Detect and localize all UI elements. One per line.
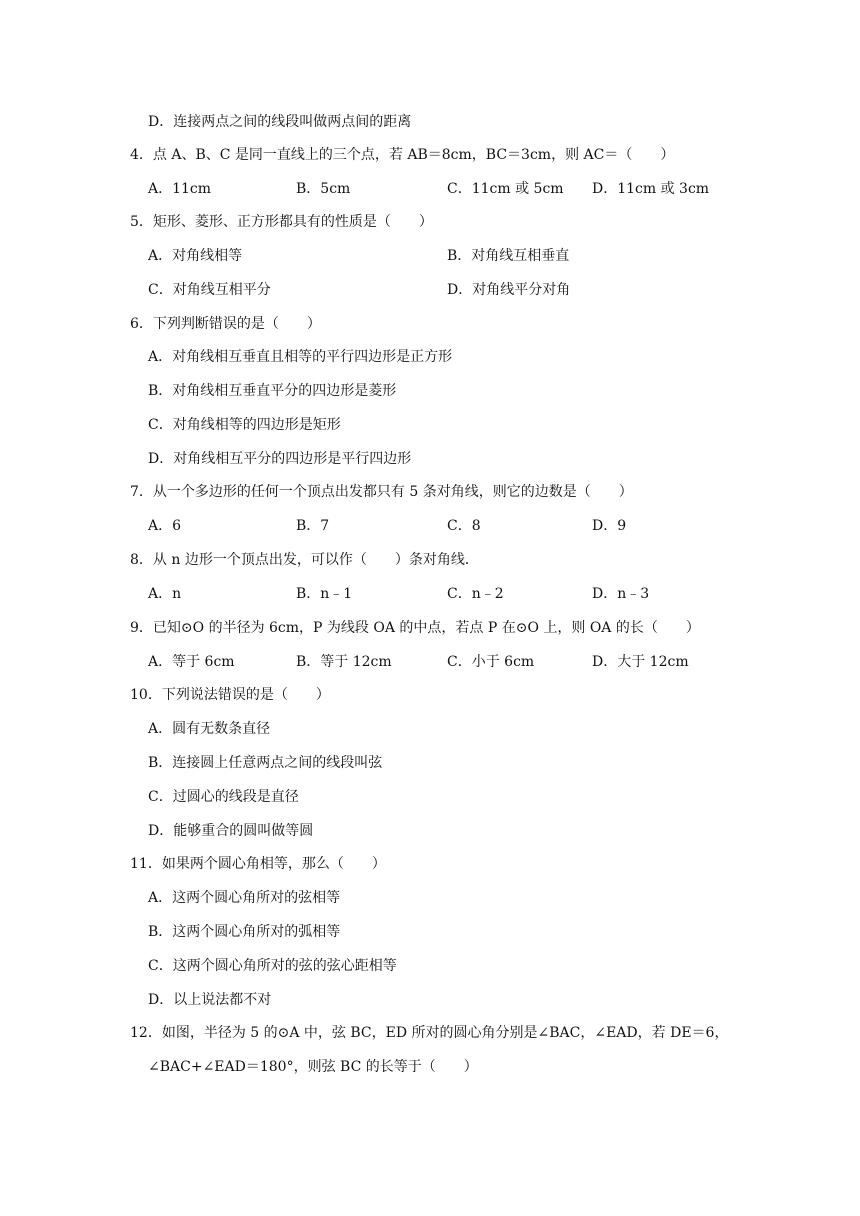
- q10-option-c: C．过圆心的线段是直径: [148, 789, 299, 805]
- q9-stem: 9．已知⊙O 的半径为 6cm，P 为线段 OA 的中点，若点 P 在⊙O 上，则 OA 的长（ ）: [130, 620, 700, 636]
- q3-option-d: D．连接两点之间的线段叫做两点间的距离: [148, 114, 412, 130]
- q7-stem: 7．从一个多边形的任何一个顶点出发都只有 5 条对角线，则它的边数是（ ）: [130, 484, 633, 500]
- q11-option-c: C．这两个圆心角所对的弦的弦心距相等: [148, 958, 397, 974]
- q11-option-d: D．以上说法都不对: [148, 992, 272, 1008]
- q8-option-a: A．n: [148, 586, 182, 602]
- q7-option-a: A．6: [148, 518, 182, 534]
- q4-option-b: B．5cm: [296, 181, 351, 197]
- q10-stem: 10．下列说法错误的是（ ）: [130, 687, 330, 703]
- q6-stem: 6．下列判断错误的是（ ）: [130, 316, 321, 332]
- q9-option-a: A．等于 6cm: [148, 654, 235, 670]
- q4-option-d: D．11cm 或 3cm: [592, 181, 710, 197]
- q8-stem: 8．从 n 边形一个顶点出发，可以作（ ）条对角线．: [130, 552, 479, 568]
- q12-stem: 12．如图，半径为 5 的⊙A 中，弦 BC，ED 所对的圆心角分别是∠BAC，∠EAD，若 DE＝6，: [130, 1025, 729, 1041]
- q4-stem: 4．点 A、B、C 是同一直线上的三个点，若 AB＝8cm，BC＝3cm，则 AC＝（ ）: [130, 147, 675, 163]
- q9-option-b: B．等于 12cm: [296, 654, 392, 670]
- q11-option-a: A．这两个圆心角所对的弦相等: [148, 890, 341, 906]
- q5-option-c: C．对角线互相平分: [148, 282, 271, 298]
- q9-option-d: D．大于 12cm: [592, 654, 689, 670]
- q12-stem-continued: ∠BAC+∠EAD＝180°，则弦 BC 的长等于（ ）: [148, 1059, 478, 1075]
- q5-option-b: B．对角线互相垂直: [447, 248, 570, 264]
- q6-option-c: C．对角线相等的四边形是矩形: [148, 417, 341, 433]
- q4-option-a: A．11cm: [148, 181, 212, 197]
- q5-stem: 5．矩形、菱形、正方形都具有的性质是（ ）: [130, 214, 433, 230]
- q10-option-b: B．连接圆上任意两点之间的线段叫弦: [148, 755, 383, 771]
- q6-option-a: A．对角线相互垂直且相等的平行四边形是正方形: [148, 349, 453, 365]
- q4-option-c: C．11cm 或 5cm: [447, 181, 564, 197]
- q8-option-d: D．n﹣3: [592, 586, 650, 602]
- q9-option-c: C．小于 6cm: [447, 654, 535, 670]
- q10-option-d: D．能够重合的圆叫做等圆: [148, 823, 314, 839]
- q11-stem: 11．如果两个圆心角相等，那么（ ）: [130, 856, 386, 872]
- q10-option-a: A．圆有无数条直径: [148, 721, 271, 737]
- q7-option-c: C．8: [447, 518, 481, 534]
- q8-option-c: C．n﹣2: [447, 586, 504, 602]
- q6-option-b: B．对角线相互垂直平分的四边形是菱形: [148, 383, 397, 399]
- q6-option-d: D．对角线相互平分的四边形是平行四边形: [148, 451, 412, 467]
- q11-option-b: B．这两个圆心角所对的弧相等: [148, 924, 341, 940]
- q7-option-d: D．9: [592, 518, 627, 534]
- q5-option-a: A．对角线相等: [148, 248, 243, 264]
- q7-option-b: B．7: [296, 518, 330, 534]
- q5-option-d: D．对角线平分对角: [447, 282, 571, 298]
- q8-option-b: B．n﹣1: [296, 586, 353, 602]
